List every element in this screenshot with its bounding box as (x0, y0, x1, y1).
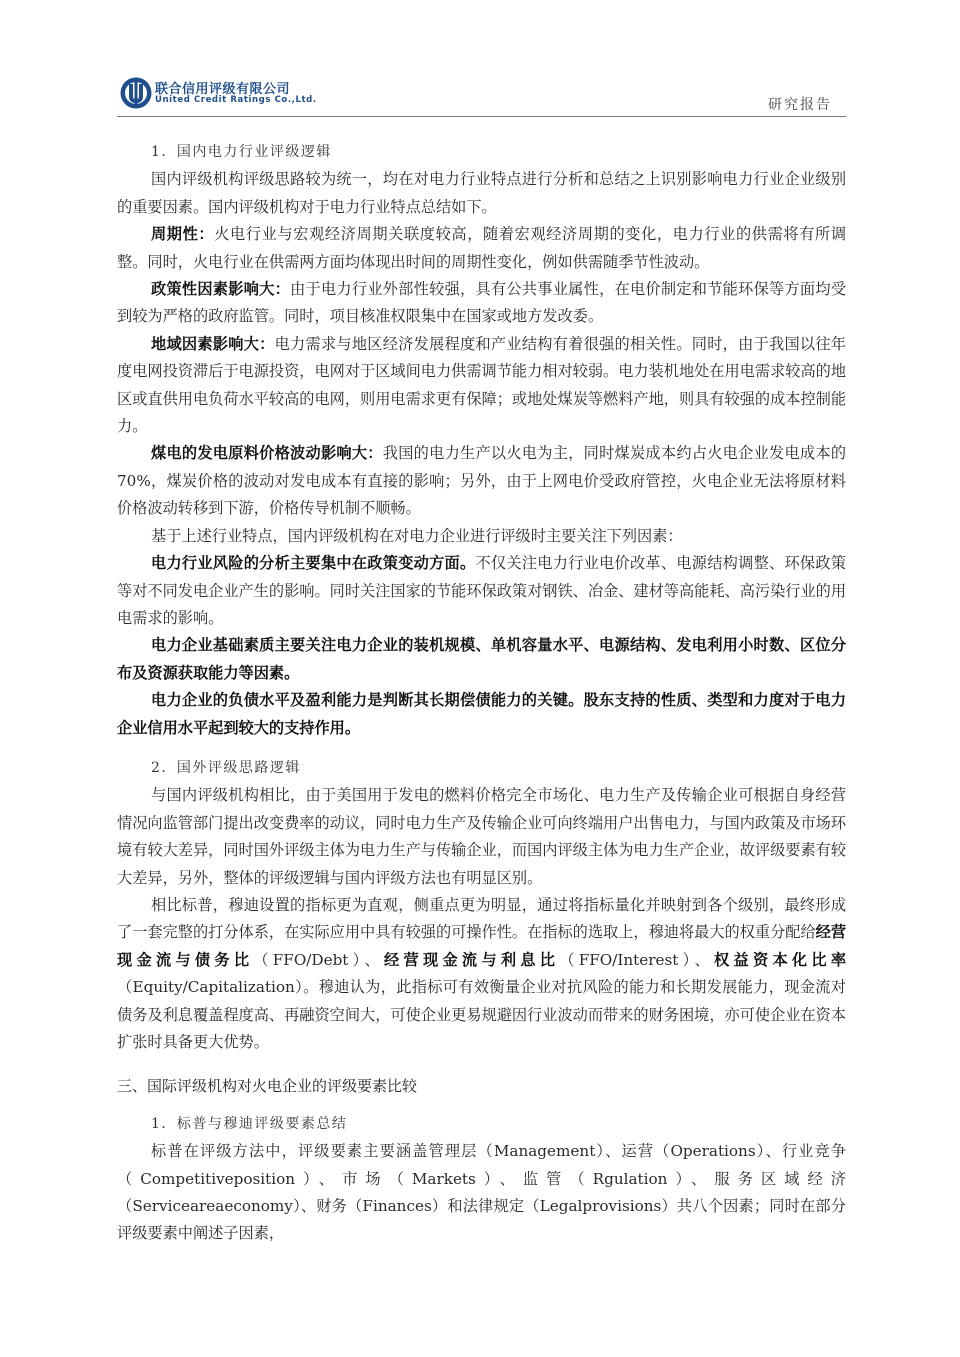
paragraph-text: 由于电力行业外部性较强，具有公共事业属性，在电价制定和节能环保等方面均受到较为严格的政府监管。同时，项目核准权限集中在国家或地方发改委。 (117, 280, 847, 326)
paragraph-text: 不仅关注电力行业电价改革、电源结构调整、环保政策等对不同发电企业产生的影响。同时关注国家的节能环保政策对钢铁、冶金、建材等高能耗、高污染行业的用电需求的影响。 (117, 554, 847, 627)
bold-lead: 煤电的发电原料价格波动影响大： (151, 444, 383, 463)
paragraph (117, 687, 846, 742)
bold-lead: 地域因素影响大： (151, 334, 275, 353)
bold-term: 权益资本化比率 (714, 950, 847, 969)
bold-lead: 周期性： (151, 225, 215, 244)
paragraph-text: （Equity/Capitalization）。穆迪认为，此指标可有效衡量企业对抗风险的能力和长期发展能力，现金流对债务及利息覆盖程度高、再融资空间大，可使企业更易规避因行业波动而带来的财务困境，亦可使企业在资本扩张时具备更大优势。 (117, 978, 846, 1051)
bold-term: 经营现金流与利息比 (384, 950, 560, 969)
bold-term: 经营现金流与债务比 (117, 923, 846, 969)
bold-lead: 电力行业风险的分析主要集中在政策变动方面。 (151, 554, 476, 573)
paragraph (117, 550, 846, 632)
section-title-sp-moodys: 1．标普与穆迪评级要素总结 (151, 1115, 348, 1132)
paragraph-text: 火电行业与宏观经济周期关联度较高，随着宏观经济周期的变化，电力行业的供需将有所调整。同时，火电行业在供需两方面均体现出时间的周期性变化，例如供需随季节性波动。 (117, 225, 847, 271)
bold-lead: 政策性因素影响大： (151, 280, 291, 299)
paragraph-text: 电力需求与地区经济发展程度和产业结构有着很强的相关性。同时，由于我国以往年度电网投资滞后于电源投资，电网对于区域间电力供需调节能力相对较弱。电力装机地处在用电需求较高的地区或直供用电负荷水平较高的电网，则用电需求更有保障；或地处煤炭等燃料产地，则具有较强的成本控制能力。 (117, 334, 847, 436)
document-body (117, 139, 846, 1248)
paragraph: 与国内评级机构相比，由于美国用于发电的燃料价格完全市场化、电力生产及传输企业可根据自身经营情况向监管部门提出改变费率的动议，同时电力生产及传输企业可向终端用户出售电力，与国内政策及市场环境有较大差异，同时国外评级主体为电力生产与传输企业，而国内评级主体为电力生产企业，故评级要素有较大差异，另外，整体的评级逻辑与国内评级方法也有明显区别。 (117, 786, 846, 887)
paragraph: 国内评级机构评级思路较为统一，均在对电力行业特点进行分析和总结之上识别影响电力行业企业级别的重要因素。国内评级机构对于电力行业特点总结如下。 (117, 170, 846, 216)
chapter-heading: 三、国际评级机构对火电企业的评级要素比较 (117, 1077, 418, 1096)
company-name-en: United Credit Ratings Co.,Ltd. (155, 95, 317, 105)
section-title-foreign: 2．国外评级思路逻辑 (151, 759, 301, 776)
paragraph (117, 221, 846, 276)
paragraph: 基于上述行业特点，国内评级机构在对电力企业进行评级时主要关注下列因素： (151, 526, 683, 545)
company-name-cn: 联合信用评级有限公司 (155, 82, 291, 97)
paragraph: 标普在评级方法中，评级要素主要涵盖管理层（Management）、运营（Operations）、行业竞争（Competitiveposition）、市场（Markets）、监管（Rgulation）、服务区域经济（Serviceareaeconomy）、财务（Finances）和法律规定（Legalprovisions）共八个因素；同时在部分评级要素中阐述子因素， (117, 1142, 846, 1243)
paragraph (117, 892, 846, 1056)
paragraph-text: （FFO/Debt）、 (253, 950, 385, 969)
paragraph-text: （FFO/Interest）、 (559, 950, 715, 969)
page-header (117, 74, 846, 117)
bold-paragraph: 电力企业的负债水平及盈利能力是判断其长期偿债能力的关键。股东支持的性质、类型和力度对于电力企业信用水平起到较大的支持作用。 (117, 691, 846, 737)
bold-paragraph: 电力企业基础素质主要关注电力企业的装机规模、单机容量水平、电源结构、发电利用小时数、区位分布及资源获取能力等因素。 (117, 636, 846, 682)
paragraph (117, 632, 846, 687)
section-title-domestic: 1．国内电力行业评级逻辑 (151, 144, 332, 160)
company-logo-icon (119, 76, 153, 110)
paragraph-text: 我国的电力生产以火电为主，同时煤炭成本约占火电企业发电成本的 70%，煤炭价格的波动对发电成本有直接的影响；另外，由于上网电价受政府管控，火电企业无法将原材料价格波动转移到下游，价格传导机制不顺畅。 (117, 444, 847, 518)
paragraph (117, 440, 846, 522)
paragraph-text: 相比标普，穆迪设置的指标更为直观，侧重点更为明显，通过将指标量化并映射到各个级别，最终形成了一套完整的打分体系，在实际应用中具有较强的可操作性。在指标的选取上，穆迪将最大的权重分配给 (117, 895, 846, 942)
paragraph (117, 331, 846, 441)
paragraph (117, 276, 846, 331)
report-type-label: 研究报告 (768, 97, 832, 113)
